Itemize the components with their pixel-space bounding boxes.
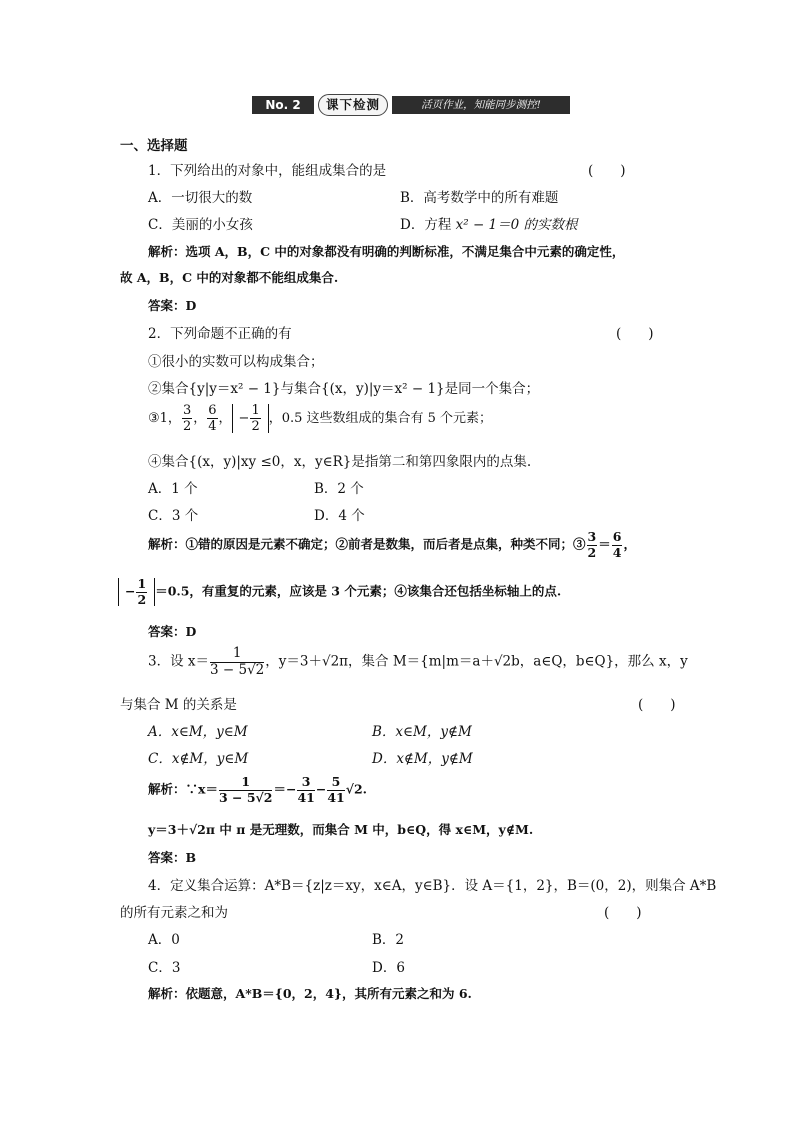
q2-solution-line2: − $\frac{1}{2}$ ＝0.5，有重复的元素，应该是 3 个元素；④该集合还包括坐标轴上的点.	[118, 578, 561, 606]
q4-stem-line1: 4．定义集合运算：A*B＝{z|z＝xy，x∈A，y∈B}．设 A＝{1，2}，B＝(0，2)，则集合 A*B	[148, 878, 717, 894]
q2-option-b: B．2 个	[314, 481, 364, 497]
banner-number: No. 2	[252, 96, 314, 114]
q3-option-c: C．x∉M，y∈M	[148, 751, 249, 767]
q2-answer: 答案：D	[148, 624, 197, 639]
q4-solution: 解析：依题意，A*B＝{0，2，4}，其所有元素之和为 6.	[148, 986, 472, 1001]
section-heading: 一、选择题	[120, 138, 188, 154]
q2-statement-4: ④集合{(x，y)|xy ≤0，x，y∈R}是指第二和第四象限内的点集.	[148, 454, 532, 470]
q1-option-d: D．方程 x² − 1＝0 的实数根	[400, 217, 578, 233]
banner-title: 课下检测	[318, 94, 388, 116]
q3-answer: 答案：B	[148, 850, 197, 865]
q2-option-d: D．4 个	[314, 508, 365, 524]
q2-statement-1: ①很小的实数可以构成集合；	[148, 354, 324, 370]
q2-solution-line1: 解析：①错的原因是元素不确定；②前者是数集，而后者是点集，种类不同；③ $\frac{3}{2}$ ＝ $\frac{6}{4}$ ，	[148, 529, 636, 560]
q1-option-a: A．一切很大的数	[148, 190, 253, 206]
q1-option-b: B．高考数学中的所有难题	[400, 190, 559, 206]
q2-option-a: A．1 个	[148, 481, 198, 497]
q3-option-b: B．x∈M，y∉M	[372, 724, 472, 740]
q4-option-b: B．2	[372, 932, 405, 948]
q4-option-c: C．3	[148, 960, 181, 976]
q4-answer-bracket: ( )	[604, 905, 642, 921]
q3-solution-line2: y＝3＋√2π 中 π 是无理数，而集合 M 中，b∈Q，得 x∈M，y∉M.	[148, 822, 534, 837]
q4-stem-line2: 的所有元素之和为	[120, 905, 228, 921]
q3-stem-line1: 3．设 x＝ $\frac{1}{3 - 5√2}$ ，y＝3＋√2π，集合 M＝{m|m＝a＋√2b，a∈Q，b∈Q}，那么 x，y	[148, 645, 688, 678]
q2-stem: 2．下列命题不正确的有	[148, 326, 292, 342]
q3-stem-line2: 与集合 M 的关系是	[120, 697, 237, 713]
q3-option-d: D．x∉M，y∉M	[372, 751, 473, 767]
q1-solution-line1: 解析：选项 A，B，C 中的对象都没有明确的判断标准，不满足集合中元素的确定性，	[148, 244, 625, 259]
q1-stem: 1．下列给出的对象中，能组成集合的是	[148, 163, 387, 179]
q2-answer-bracket: ( )	[616, 326, 654, 342]
header-banner	[252, 94, 570, 116]
q4-option-d: D．6	[372, 960, 405, 976]
q4-option-a: A．0	[148, 932, 180, 948]
q2-statement-3: ③1， $\frac{3}{2}$ ， $\frac{6}{4}$ ， − $\frac{1}{2}$ ，0.5 这些数组成的集合有 5 个元素；	[148, 403, 493, 434]
q3-solution-line1: 解析：∵x＝ $\frac{1}{3 - 5√2}$ ＝− $\frac{3}{41}$ − $\frac{5}{41}$ √2.	[148, 774, 367, 805]
q1-answer-bracket: ( )	[588, 163, 626, 179]
q3-option-a: A．x∈M，y∈M	[148, 724, 248, 740]
q1-solution-line2: 故 A，B，C 中的对象都不能组成集合.	[120, 270, 339, 285]
q1-option-c: C．美丽的小女孩	[148, 217, 253, 233]
q2-statement-2: ②集合{y|y＝x² − 1}与集合{(x，y)|y＝x² − 1}是同一个集合；	[148, 381, 540, 397]
q2-option-c: C．3 个	[148, 508, 199, 524]
q1-answer: 答案：D	[148, 298, 197, 313]
q3-answer-bracket: ( )	[638, 697, 676, 713]
banner-subtitle: 活页作业，知能同步测控!	[392, 96, 570, 114]
